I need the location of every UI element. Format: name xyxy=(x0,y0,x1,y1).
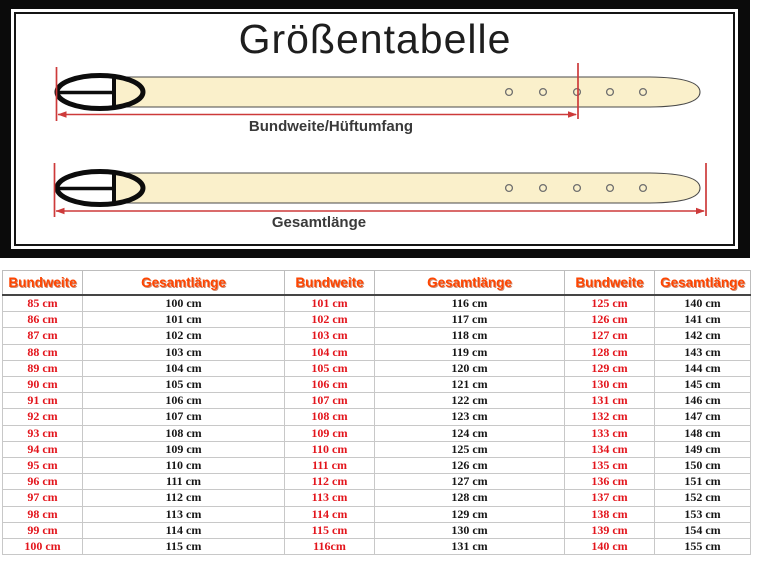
gesamtlaenge-cell: 106 cm xyxy=(83,393,285,409)
table-row xyxy=(3,539,751,555)
table-row xyxy=(3,344,751,360)
bundweite-cell: 114 cm xyxy=(285,506,375,522)
gesamtlaenge-cell: 128 cm xyxy=(375,490,565,506)
column-header: Gesamtlänge xyxy=(375,271,565,296)
column-header: Gesamtlänge xyxy=(655,271,751,296)
bundweite-cell: 138 cm xyxy=(565,506,655,522)
bundweite-cell: 94 cm xyxy=(3,441,83,457)
gesamtlaenge-cell: 123 cm xyxy=(375,409,565,425)
bundweite-cell: 113 cm xyxy=(285,490,375,506)
size-table xyxy=(2,270,751,555)
gesamtlaenge-cell: 150 cm xyxy=(655,458,751,474)
gesamtlaenge-cell: 140 cm xyxy=(655,295,751,312)
bundweite-cell: 126 cm xyxy=(565,312,655,328)
table-row xyxy=(3,328,751,344)
gesamtlaenge-cell: 130 cm xyxy=(375,522,565,538)
gesamtlaenge-cell: 125 cm xyxy=(375,441,565,457)
gesamtlaenge-cell: 142 cm xyxy=(655,328,751,344)
gesamtlaenge-cell: 110 cm xyxy=(83,458,285,474)
bundweite-cell: 129 cm xyxy=(565,360,655,376)
table-row xyxy=(3,441,751,457)
bundweite-cell: 91 cm xyxy=(3,393,83,409)
bundweite-cell: 115 cm xyxy=(285,522,375,538)
bundweite-cell: 130 cm xyxy=(565,377,655,393)
table-row xyxy=(3,474,751,490)
gesamtlaenge-cell: 122 cm xyxy=(375,393,565,409)
gesamtlaenge-cell: 152 cm xyxy=(655,490,751,506)
bundweite-cell: 108 cm xyxy=(285,409,375,425)
bundweite-measure-label: Bundweite/Hüftumfang xyxy=(248,118,414,135)
column-header: Bundweite xyxy=(565,271,655,296)
table-row xyxy=(3,393,751,409)
bundweite-cell: 137 cm xyxy=(565,490,655,506)
gesamtlaenge-cell: 114 cm xyxy=(83,522,285,538)
gesamtlaenge-measure-label: Gesamtlänge xyxy=(271,214,367,231)
gesamtlaenge-cell: 102 cm xyxy=(83,328,285,344)
bundweite-cell: 88 cm xyxy=(3,344,83,360)
gesamtlaenge-cell: 119 cm xyxy=(375,344,565,360)
gesamtlaenge-cell: 117 cm xyxy=(375,312,565,328)
gesamtlaenge-cell: 120 cm xyxy=(375,360,565,376)
bundweite-cell: 104 cm xyxy=(285,344,375,360)
gesamtlaenge-cell: 155 cm xyxy=(655,539,751,555)
column-header: Bundweite xyxy=(3,271,83,296)
bundweite-cell: 85 cm xyxy=(3,295,83,312)
bundweite-cell: 112 cm xyxy=(285,474,375,490)
table-row xyxy=(3,506,751,522)
gesamtlaenge-cell: 100 cm xyxy=(83,295,285,312)
bundweite-cell: 101 cm xyxy=(285,295,375,312)
gesamtlaenge-cell: 101 cm xyxy=(83,312,285,328)
gesamtlaenge-cell: 116 cm xyxy=(375,295,565,312)
bundweite-cell: 127 cm xyxy=(565,328,655,344)
column-header: Gesamtlänge xyxy=(83,271,285,296)
gesamtlaenge-cell: 131 cm xyxy=(375,539,565,555)
table-row xyxy=(3,312,751,328)
gesamtlaenge-cell: 151 cm xyxy=(655,474,751,490)
bundweite-cell: 95 cm xyxy=(3,458,83,474)
bundweite-cell: 116cm xyxy=(285,539,375,555)
gesamtlaenge-cell: 144 cm xyxy=(655,360,751,376)
table-row xyxy=(3,360,751,376)
gesamtlaenge-cell: 124 cm xyxy=(375,425,565,441)
bundweite-cell: 111 cm xyxy=(285,458,375,474)
gesamtlaenge-cell: 141 cm xyxy=(655,312,751,328)
gesamtlaenge-cell: 111 cm xyxy=(83,474,285,490)
gesamtlaenge-cell: 143 cm xyxy=(655,344,751,360)
table-row xyxy=(3,522,751,538)
gesamtlaenge-cell: 149 cm xyxy=(655,441,751,457)
bundweite-cell: 109 cm xyxy=(285,425,375,441)
bundweite-cell: 125 cm xyxy=(565,295,655,312)
gesamtlaenge-cell: 148 cm xyxy=(655,425,751,441)
gesamtlaenge-cell: 105 cm xyxy=(83,377,285,393)
gesamtlaenge-cell: 115 cm xyxy=(83,539,285,555)
gesamtlaenge-cell: 147 cm xyxy=(655,409,751,425)
gesamtlaenge-cell: 108 cm xyxy=(83,425,285,441)
gesamtlaenge-cell: 112 cm xyxy=(83,490,285,506)
bundweite-cell: 87 cm xyxy=(3,328,83,344)
bundweite-cell: 128 cm xyxy=(565,344,655,360)
gesamtlaenge-cell: 145 cm xyxy=(655,377,751,393)
bundweite-cell: 89 cm xyxy=(3,360,83,376)
bundweite-cell: 107 cm xyxy=(285,393,375,409)
table-row xyxy=(3,295,751,312)
table-row xyxy=(3,377,751,393)
table-row xyxy=(3,490,751,506)
gesamtlaenge-cell: 113 cm xyxy=(83,506,285,522)
bundweite-cell: 96 cm xyxy=(3,474,83,490)
bundweite-cell: 110 cm xyxy=(285,441,375,457)
gesamtlaenge-cell: 146 cm xyxy=(655,393,751,409)
page-title: Größentabelle xyxy=(238,16,512,62)
bundweite-cell: 90 cm xyxy=(3,377,83,393)
belt-top xyxy=(57,63,701,121)
gesamtlaenge-cell: 121 cm xyxy=(375,377,565,393)
gesamtlaenge-cell: 107 cm xyxy=(83,409,285,425)
bundweite-cell: 99 cm xyxy=(3,522,83,538)
belt-bottom xyxy=(55,163,707,217)
gesamtlaenge-cell: 109 cm xyxy=(83,441,285,457)
bundweite-cell: 105 cm xyxy=(285,360,375,376)
bundweite-cell: 102 cm xyxy=(285,312,375,328)
bundweite-cell: 98 cm xyxy=(3,506,83,522)
gesamtlaenge-cell: 153 cm xyxy=(655,506,751,522)
gesamtlaenge-cell: 104 cm xyxy=(83,360,285,376)
bundweite-cell: 103 cm xyxy=(285,328,375,344)
bundweite-cell: 100 cm xyxy=(3,539,83,555)
bundweite-cell: 132 cm xyxy=(565,409,655,425)
column-header: Bundweite xyxy=(285,271,375,296)
bundweite-cell: 139 cm xyxy=(565,522,655,538)
gesamtlaenge-cell: 129 cm xyxy=(375,506,565,522)
bundweite-cell: 106 cm xyxy=(285,377,375,393)
bundweite-cell: 131 cm xyxy=(565,393,655,409)
gesamtlaenge-cell: 118 cm xyxy=(375,328,565,344)
bundweite-cell: 140 cm xyxy=(565,539,655,555)
bundweite-cell: 92 cm xyxy=(3,409,83,425)
bundweite-cell: 134 cm xyxy=(565,441,655,457)
bundweite-cell: 135 cm xyxy=(565,458,655,474)
gesamtlaenge-cell: 154 cm xyxy=(655,522,751,538)
size-table-header-row xyxy=(3,271,751,296)
table-row xyxy=(3,409,751,425)
table-row xyxy=(3,425,751,441)
bundweite-cell: 97 cm xyxy=(3,490,83,506)
size-table-body xyxy=(3,295,751,555)
gesamtlaenge-cell: 126 cm xyxy=(375,458,565,474)
bundweite-cell: 136 cm xyxy=(565,474,655,490)
gesamtlaenge-cell: 127 cm xyxy=(375,474,565,490)
gesamtlaenge-cell: 103 cm xyxy=(83,344,285,360)
bundweite-cell: 133 cm xyxy=(565,425,655,441)
bundweite-cell: 86 cm xyxy=(3,312,83,328)
table-row xyxy=(3,458,751,474)
bundweite-cell: 93 cm xyxy=(3,425,83,441)
